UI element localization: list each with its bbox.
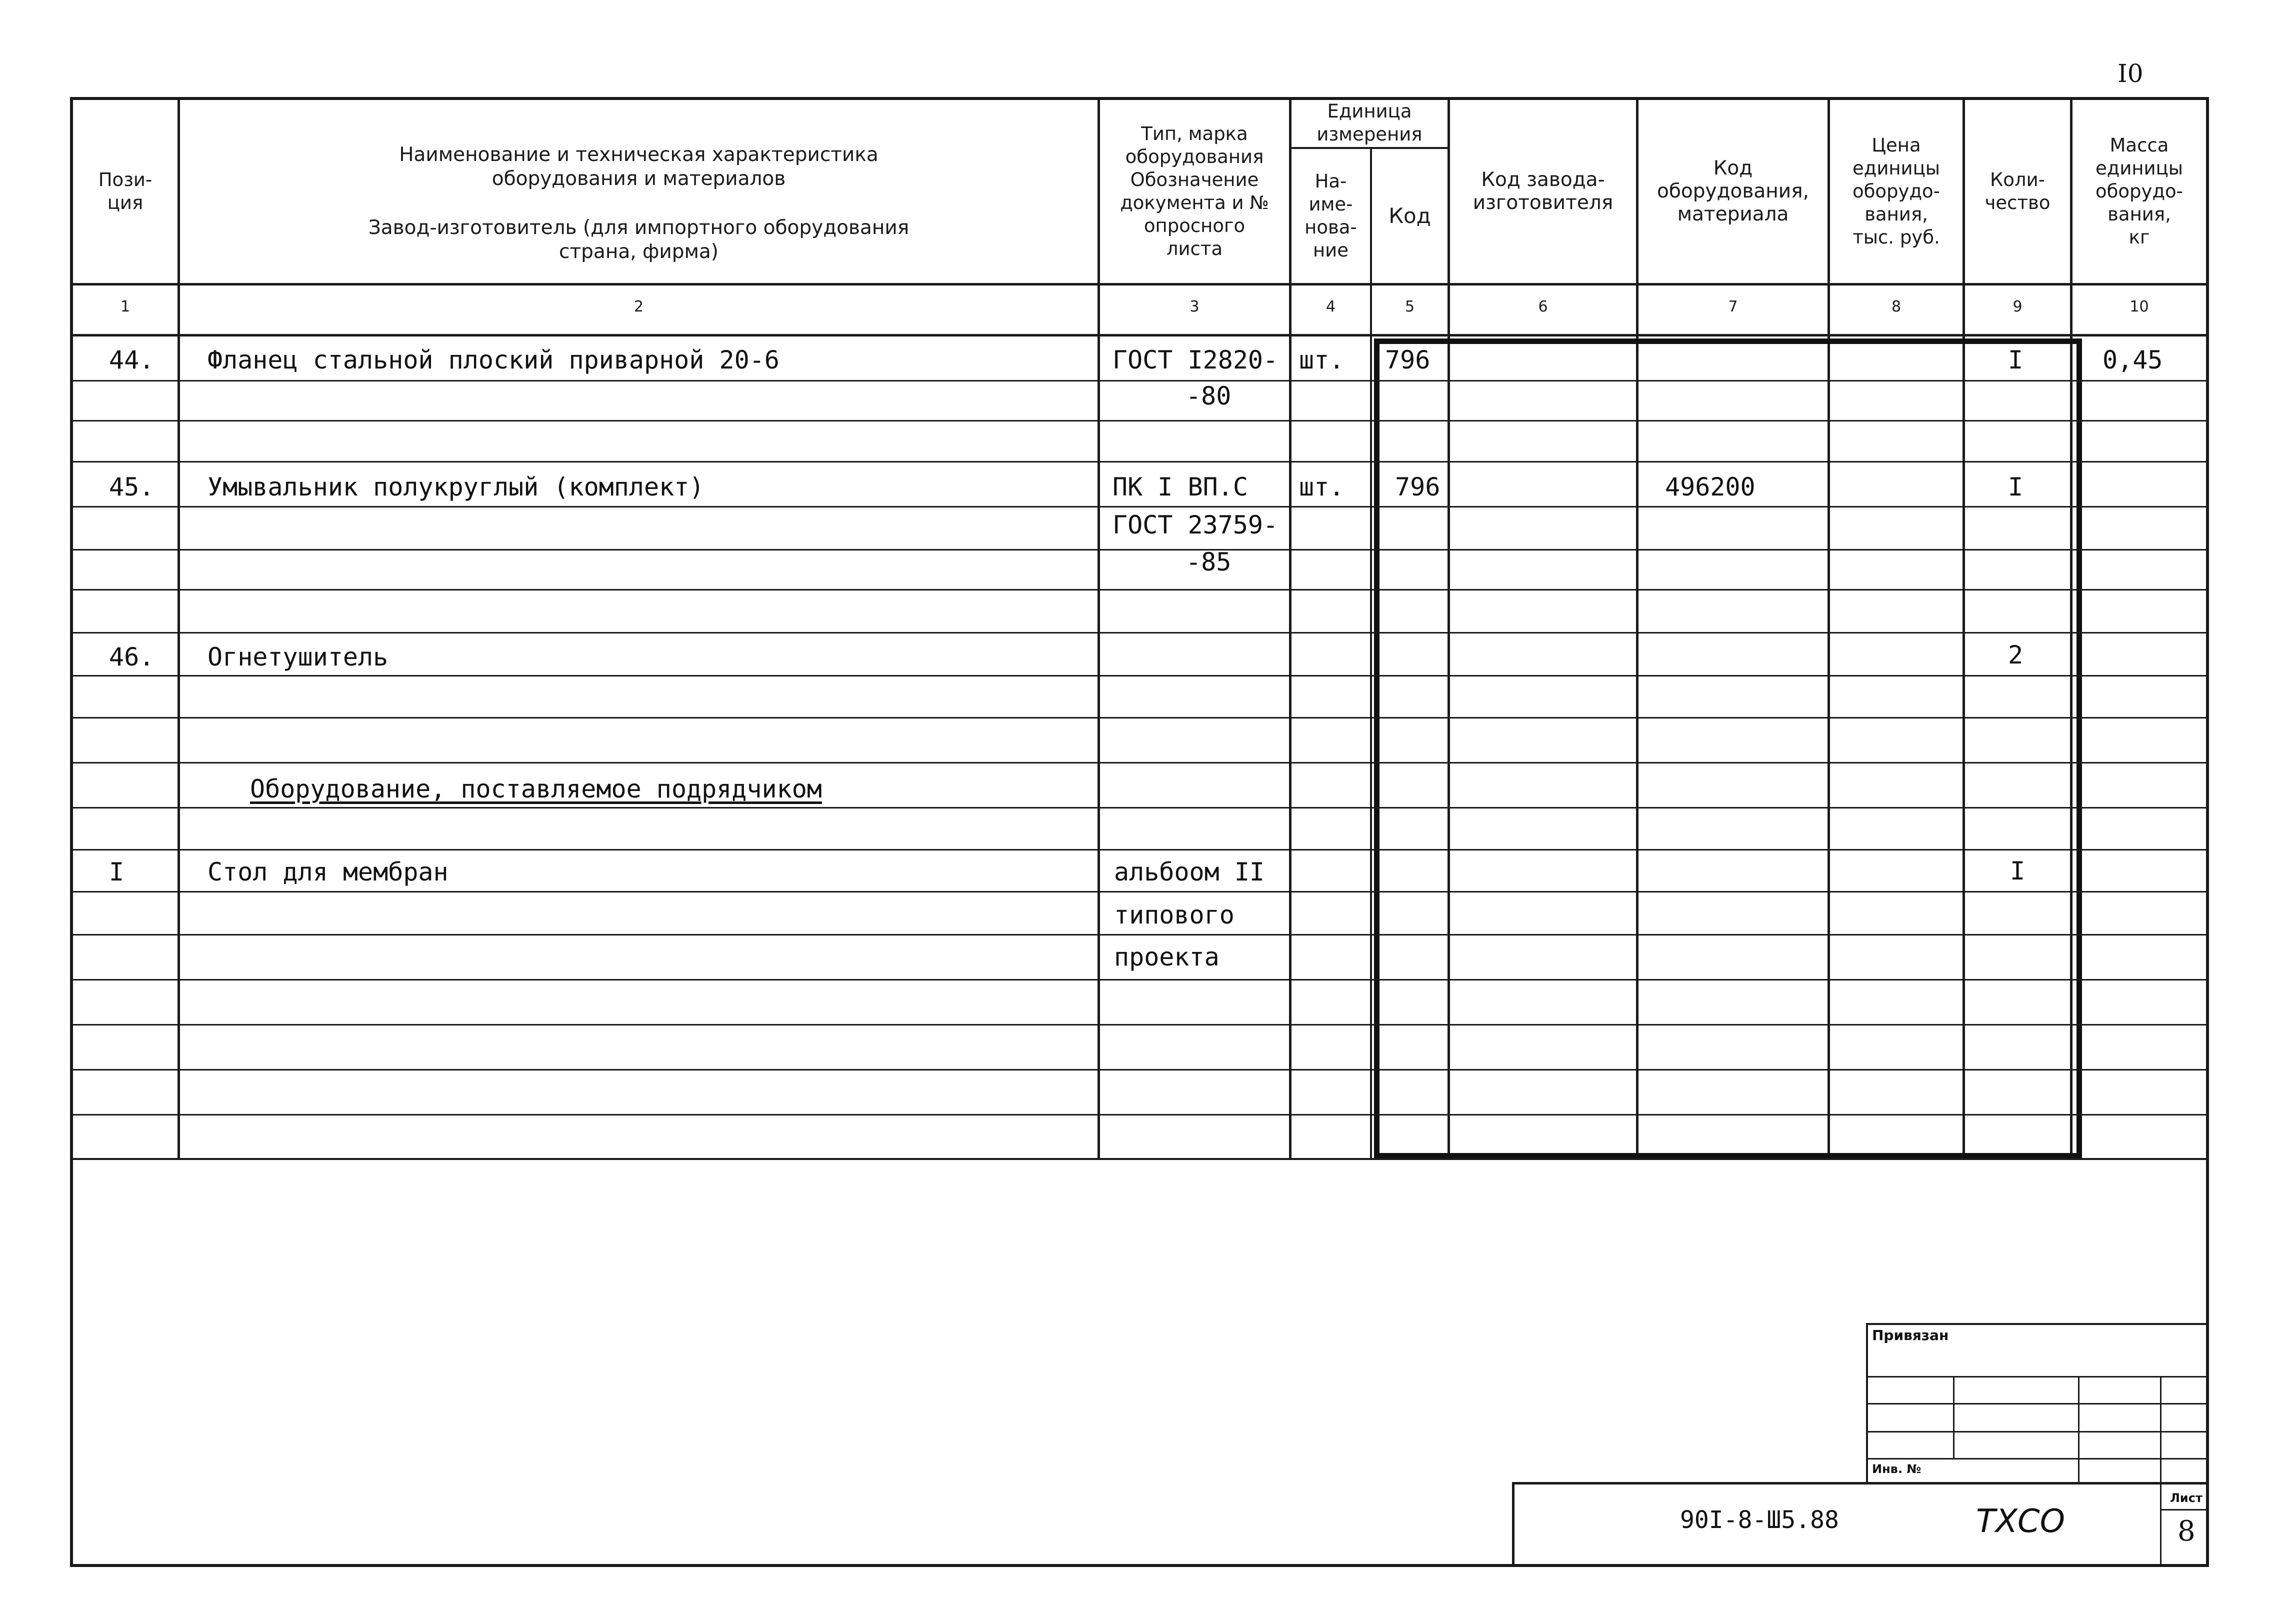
- stamp-col-line: [1953, 1376, 1954, 1459]
- header-bottom-line: [70, 283, 2209, 286]
- stamp-bound-label: Привязан: [1872, 1327, 1949, 1344]
- rowI-position: I: [109, 858, 124, 886]
- header-position: Пози- ция: [98, 169, 152, 214]
- row44-code: 796: [1385, 346, 1430, 374]
- row-line: [70, 849, 2209, 850]
- rowI-quantity: I: [2010, 856, 2026, 886]
- header-name-line2: оборудования и материалов: [492, 168, 786, 190]
- row45-type-line1: ПК I ВП.С: [1112, 472, 1248, 502]
- row44-mass: 0,45: [2102, 346, 2163, 374]
- colnum-3: 3: [1190, 298, 1200, 316]
- row-line: [70, 380, 2209, 382]
- rowI-type-line1: альбоом II: [1114, 858, 1265, 886]
- colnum-2: 2: [634, 298, 644, 316]
- colnum-5: 5: [1404, 298, 1415, 316]
- row44-type-line2: -80: [1186, 382, 1232, 410]
- row-line: [70, 891, 2209, 892]
- header-type: Тип, марка оборудования Обозначение документа и № опросного листа: [1120, 123, 1269, 260]
- row-line: [70, 717, 2209, 718]
- stamp-sheet-divider: [2161, 1509, 2209, 1510]
- section-heading: Оборудование, поставляемое подрядчиком: [250, 774, 822, 804]
- row-line: [70, 589, 2209, 590]
- stamp-mark: ТХСО: [1976, 1503, 2065, 1540]
- row45-name: Умывальник полукруглый (комплект): [208, 472, 704, 502]
- colnum-4: 4: [1326, 298, 1336, 316]
- row46-quantity: 2: [2008, 640, 2024, 670]
- stamp-sheet-label: Лист: [2170, 1491, 2202, 1505]
- row45-type-line2: ГОСТ 23759-: [1112, 510, 1278, 540]
- row44-type-line1: ГОСТ I2820-: [1112, 346, 1278, 374]
- stamp-bound-top: [1866, 1323, 2209, 1325]
- frame-left: [70, 97, 73, 1567]
- row44-name: Фланец стальной плоский приварной 20-6: [208, 346, 780, 374]
- row-line: [70, 1114, 2209, 1116]
- row-line: [70, 1158, 2209, 1160]
- row-line: [70, 762, 2209, 764]
- header-name: [180, 143, 1098, 264]
- row-line: [70, 632, 2209, 634]
- row-line: [70, 979, 2209, 980]
- stamp-title-top: [1512, 1482, 2209, 1484]
- header-name-line3: Завод-изготовитель (для импортного оборудования: [368, 216, 910, 239]
- header-quantity: Коли- чество: [1984, 169, 2050, 214]
- header-name-line4: страна, фирма): [559, 240, 718, 263]
- stamp-inv-label: Инв. №: [1872, 1462, 1922, 1476]
- row-line: [70, 1069, 2209, 1070]
- row45-code: 796: [1395, 472, 1440, 502]
- stamp-document-code: 90I-8-Ш5.88: [1680, 1506, 1839, 1534]
- header-unit-group: Единица измерения: [1316, 100, 1422, 145]
- header-unit-code: Код: [1388, 204, 1431, 228]
- row-line: [70, 506, 2209, 508]
- colnum-6: 6: [1538, 298, 1548, 316]
- row44-position: 44.: [109, 346, 154, 374]
- header-name-line1: Наименование и техническая характеристика: [399, 144, 878, 166]
- row46-name: Огнетушитель: [208, 642, 388, 672]
- row46-position: 46.: [109, 642, 154, 672]
- header-equipment-code: Код оборудования, материала: [1656, 157, 1810, 226]
- row45-unit: шт.: [1299, 472, 1344, 502]
- row-line: [70, 420, 2209, 422]
- colnum-10: 10: [2130, 298, 2149, 316]
- row45-equipment-code: 496200: [1665, 472, 1756, 502]
- row44-unit: шт.: [1299, 346, 1344, 374]
- page-number: I0: [2118, 59, 2144, 88]
- frame-right-upper: [2206, 97, 2209, 1567]
- header-factory-code: Код завода- изготовителя: [1472, 168, 1614, 214]
- row44-quantity: I: [2008, 346, 2024, 374]
- colnum-7: 7: [1728, 298, 1738, 316]
- stamp-row-line: [1866, 1376, 2209, 1378]
- colnum-bottom-line: [70, 334, 2209, 336]
- stamp-col-line: [2160, 1376, 2162, 1564]
- stamp-col-line: [2078, 1376, 2080, 1483]
- stamp-row-line: [1866, 1431, 2209, 1432]
- row-line: [70, 807, 2209, 808]
- row45-position: 45.: [109, 472, 154, 502]
- row-line: [70, 461, 2209, 462]
- colnum-1: 1: [120, 298, 130, 316]
- row-line: [70, 1024, 2209, 1026]
- row-line: [70, 675, 2209, 676]
- header-price: Цена единицы оборудо- вания, тыс. руб.: [1852, 134, 1940, 248]
- row45-type-line3: -85: [1186, 548, 1232, 576]
- colnum-8: 8: [1891, 298, 1902, 316]
- stamp-row-line: [1866, 1458, 2209, 1460]
- rowI-type-line2: типового: [1114, 900, 1234, 930]
- stamp-sheet-number: 8: [2178, 1515, 2196, 1548]
- row-line: [70, 549, 2209, 550]
- header-unit-name: На- име- нова- ние: [1304, 170, 1357, 261]
- rowI-name: Стол для мембран: [208, 858, 448, 886]
- row-line: [70, 934, 2209, 936]
- row45-quantity: I: [2008, 472, 2024, 502]
- colnum-9: 9: [2012, 298, 2022, 316]
- stamp-row-line: [1866, 1403, 2209, 1404]
- frame-bottom: [70, 1564, 2209, 1567]
- rowI-type-line3: проекта: [1114, 942, 1220, 972]
- stamp-title-left: [1512, 1482, 1514, 1566]
- header-mass: Масса единицы оборудо- вания, кг: [2095, 134, 2184, 248]
